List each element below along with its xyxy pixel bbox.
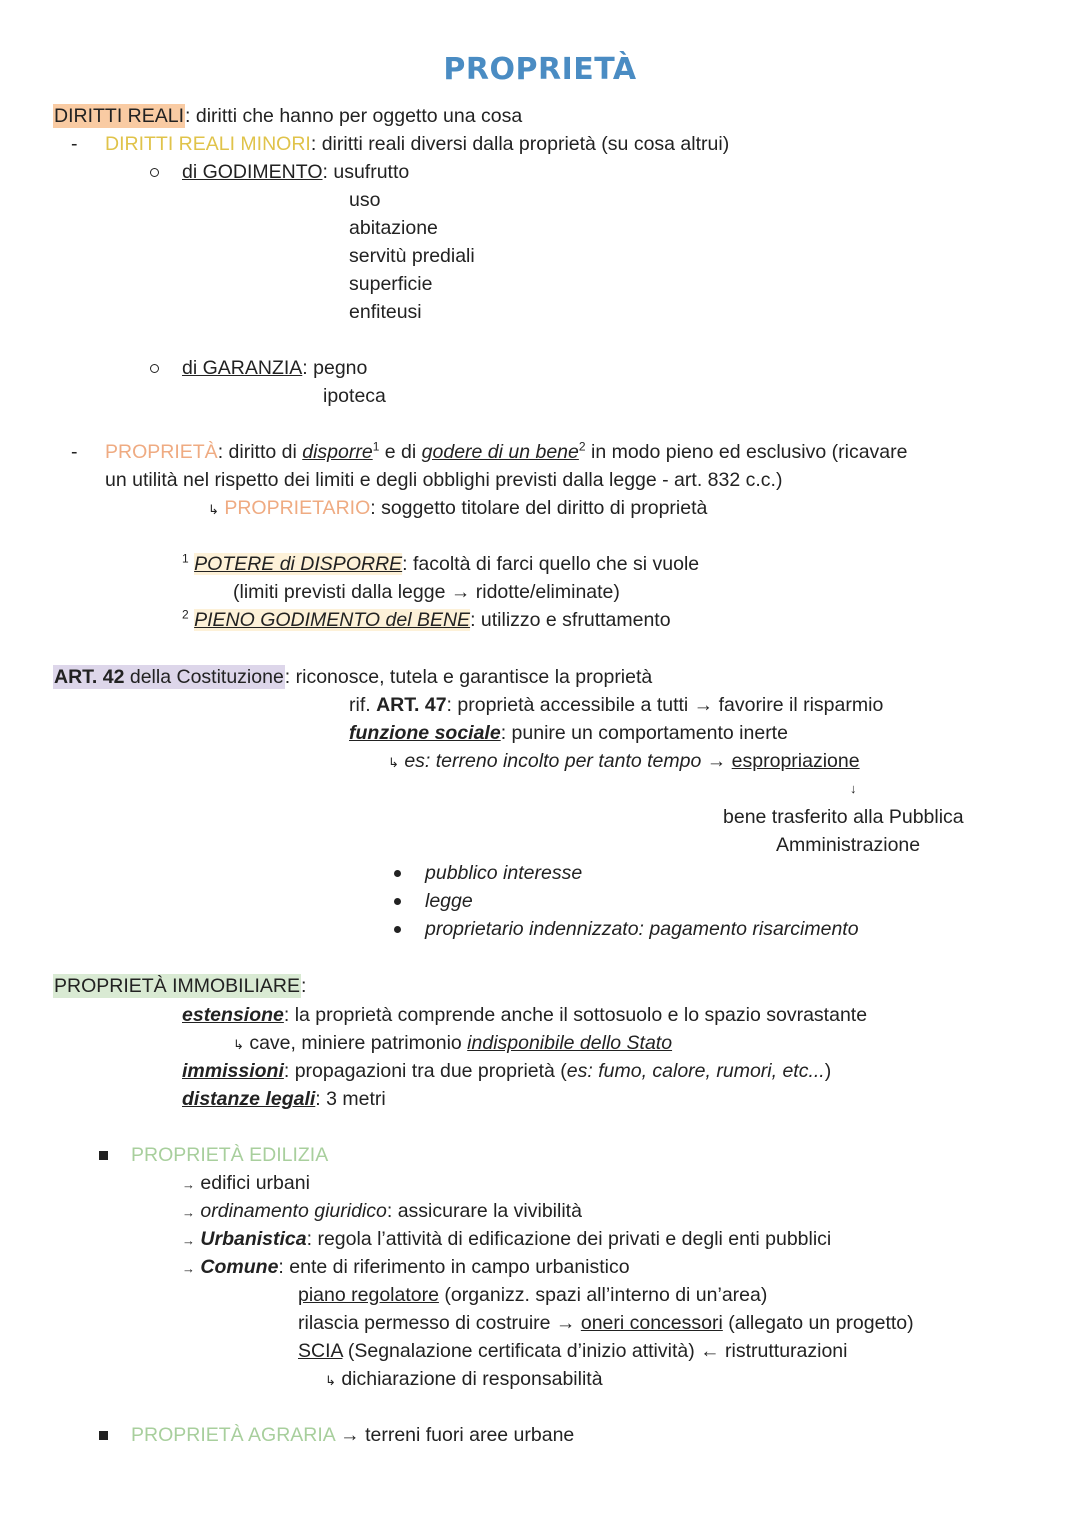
art42-line: ART. 42 della Costituzione: riconosce, tutela e garantisce la proprietà bbox=[54, 666, 653, 688]
diritti-minori-term: DIRITTI REALI MINORI bbox=[105, 133, 311, 155]
note-2: $^2$ PIENO GODIMENTO del BENE: utilizzo e sfruttamento bbox=[182, 607, 671, 631]
diritti-reali-heading: DIRITTI REALI bbox=[54, 105, 185, 127]
immissioni-term: immissioni bbox=[182, 1060, 284, 1082]
bullet-item: proprietario indennizzato: pagamento risarcimento bbox=[425, 918, 859, 940]
garanzia-item: ipoteca bbox=[323, 385, 386, 407]
note-1: $^1$ POTERE di DISPORRE: facoltà di farci quello che si vuole bbox=[182, 551, 700, 575]
note2-term: PIENO GODIMENTO del BENE bbox=[194, 609, 471, 631]
agraria-heading: PROPRIETÀ AGRARIA bbox=[131, 1424, 335, 1446]
note-1-line2: (limiti previsti dalla legge → ridotte/eliminate) bbox=[233, 581, 620, 603]
bene-trasferito-line2: Amministrazione bbox=[776, 834, 921, 856]
estensione-line: estensione: la proprietà comprende anche il sottosuolo e lo spazio sovrastante bbox=[182, 1004, 868, 1026]
godimento-item: enfiteusi bbox=[349, 301, 422, 323]
page-title: PROPRIETÀ bbox=[443, 52, 637, 87]
scia-line: SCIA (Segnalazione certificata d’inizio attività) ← ristrutturazioni bbox=[298, 1340, 848, 1362]
hook-arrow-icon: ↳ bbox=[388, 755, 399, 770]
dash-marker: - bbox=[71, 441, 78, 463]
immobiliare-heading: PROPRIETÀ IMMOBILIARE bbox=[54, 975, 300, 997]
art42-heading: ART. 42 della Costituzione bbox=[54, 666, 284, 688]
agraria-line: PROPRIETÀ AGRARIA → terreni fuori aree urbane bbox=[131, 1424, 575, 1446]
arrow-right-icon: → bbox=[182, 1205, 195, 1220]
distanze-line: distanze legali: 3 metri bbox=[182, 1088, 386, 1110]
hook-arrow-icon: ↳ bbox=[233, 1037, 244, 1052]
edilizia-item: → Urbanistica: regola l’attività di edificazione dei privati e degli enti pubblici bbox=[182, 1228, 832, 1250]
edilizia-item: → Comune: ente di riferimento in campo urbanistico bbox=[182, 1256, 630, 1278]
piano-regolatore-line: piano regolatore (organizz. spazi all’interno di un’area) bbox=[298, 1284, 768, 1306]
funzione-sociale-term: funzione sociale bbox=[349, 722, 501, 744]
permesso-line: rilascia permesso di costruire → oneri concessori (allegato un progetto) bbox=[298, 1312, 914, 1334]
edilizia-item: → edifici urbani bbox=[182, 1172, 310, 1194]
esempio-line: ↳ es: terreno incolto per tanto tempo → espropriazione bbox=[388, 750, 860, 772]
proprieta-definition-line2: un utilità nel rispetto dei limiti e degli obblighi previsti dalla legge - art. 832 c.c.) bbox=[105, 469, 783, 491]
godimento-item: superficie bbox=[349, 273, 433, 295]
proprieta-definition-line: PROPRIETÀ: diritto di disporre$^1$ e di godere di un bene$^2$ in modo pieno ed esclusivo (ricavare bbox=[105, 439, 908, 463]
garanzia-line: di GARANZIA: pegno bbox=[182, 357, 368, 379]
square-bullet-icon bbox=[99, 1421, 108, 1449]
funzione-sociale-line: funzione sociale: punire un comportamento inerte bbox=[349, 722, 788, 744]
hook-arrow-icon: ↳ bbox=[325, 1373, 336, 1388]
distanze-term: distanze legali bbox=[182, 1088, 316, 1110]
dash-marker: - bbox=[71, 133, 78, 155]
diritti-minori-line: DIRITTI REALI MINORI: diritti reali diversi dalla proprietà (su cosa altrui) bbox=[105, 133, 730, 155]
square-bullet-icon bbox=[99, 1141, 108, 1169]
arrow-right-icon: → bbox=[182, 1261, 195, 1276]
bullet-item: legge bbox=[425, 890, 473, 912]
circle-bullet-icon bbox=[150, 354, 159, 382]
godimento-item: abitazione bbox=[349, 217, 438, 239]
edilizia-heading: PROPRIETÀ EDILIZIA bbox=[131, 1144, 329, 1166]
bene-trasferito-line1: bene trasferito alla Pubblica bbox=[723, 806, 964, 828]
godimento-item: servitù prediali bbox=[349, 245, 475, 267]
immissioni-line: immissioni: propagazioni tra due proprietà (es: fumo, calore, rumori, etc...) bbox=[182, 1060, 832, 1082]
rif-art47-line: rif. ART. 47: proprietà accessibile a tutti → favorire il risparmio bbox=[349, 694, 884, 716]
cave-line: ↳ cave, miniere patrimonio indisponibile dello Stato bbox=[233, 1032, 673, 1054]
hook-arrow-icon: ↳ bbox=[208, 502, 219, 517]
proprietario-term: PROPRIETARIO bbox=[224, 497, 371, 519]
circle-bullet-icon bbox=[150, 158, 159, 186]
godimento-line: di GODIMENTO: usufrutto bbox=[182, 161, 410, 183]
proprieta-term: PROPRIETÀ bbox=[105, 441, 218, 463]
immobiliare-line: PROPRIETÀ IMMOBILIARE: bbox=[54, 975, 307, 997]
proprietario-line: ↳ PROPRIETARIO: soggetto titolare del diritto di proprietà bbox=[208, 497, 708, 519]
dichiarazione-line: ↳ dichiarazione di responsabilità bbox=[325, 1368, 603, 1390]
dot-bullet-icon bbox=[394, 915, 401, 943]
edilizia-item: → ordinamento giuridico: assicurare la vivibilità bbox=[182, 1200, 582, 1222]
note1-term: POTERE di DISPORRE bbox=[194, 553, 403, 575]
garanzia-term: di GARANZIA bbox=[182, 357, 303, 379]
arrow-right-icon: → bbox=[182, 1177, 195, 1192]
dot-bullet-icon bbox=[394, 859, 401, 887]
diritti-reali-line: DIRITTI REALI: diritti che hanno per oggetto una cosa bbox=[54, 105, 523, 127]
bullet-item: pubblico interesse bbox=[425, 862, 583, 884]
estensione-term: estensione bbox=[182, 1004, 284, 1026]
godimento-item: uso bbox=[349, 189, 381, 211]
godimento-term: di GODIMENTO bbox=[182, 161, 323, 183]
down-arrow-icon: ↓ bbox=[850, 781, 857, 796]
dot-bullet-icon bbox=[394, 887, 401, 915]
arrow-right-icon: → bbox=[182, 1233, 195, 1248]
